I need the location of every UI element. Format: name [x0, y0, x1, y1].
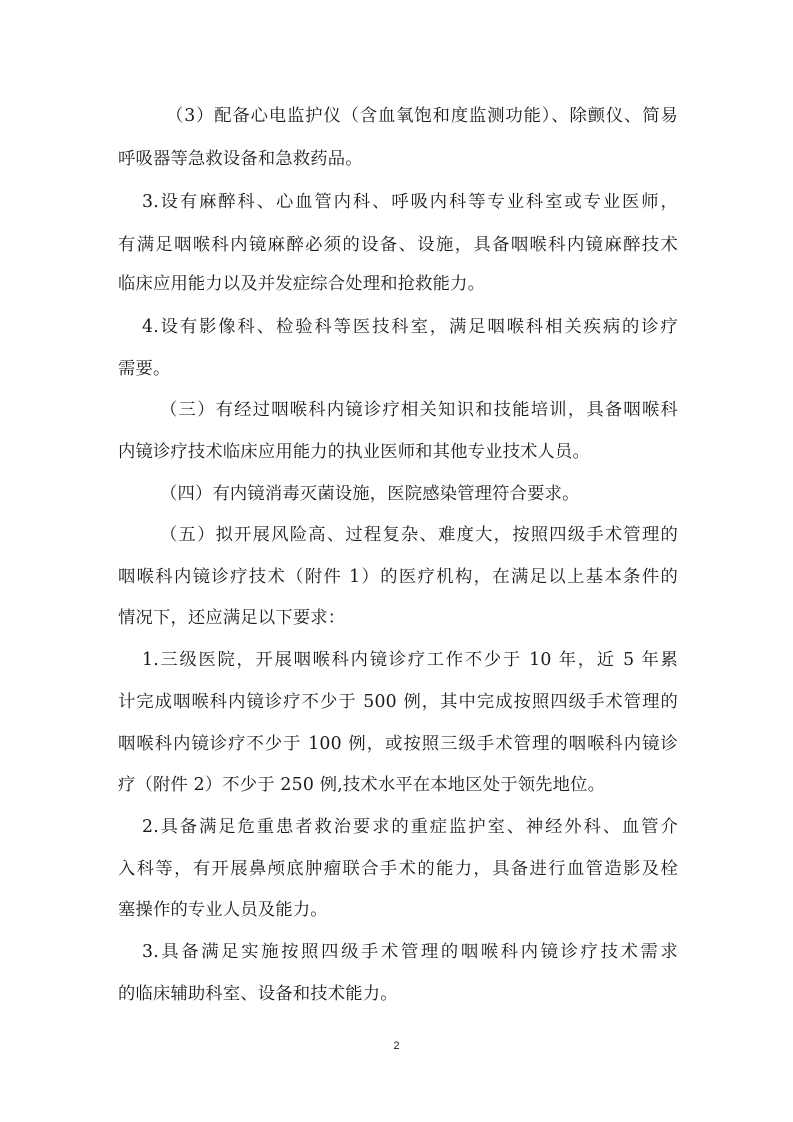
page-number: 2 — [393, 1040, 400, 1052]
text-line: 咽喉科内镜诊疗技术（附件 1）的医疗机构，在满足以上基本条件的 — [118, 567, 678, 587]
text-line: 3.设有麻醉科、心血管内科、呼吸内科等专业科室或专业医师， — [142, 192, 678, 212]
text-line: 3.具备满足实施按照四级手术管理的咽喉科内镜诊疗技术需求 — [142, 942, 678, 962]
text-line: 4.设有影像科、检验科等医技科室，满足咽喉科相关疾病的诊疗 — [142, 317, 678, 337]
text-line: 咽喉科内镜诊疗不少于 100 例，或按照三级手术管理的咽喉科内镜诊 — [118, 734, 678, 754]
text-line: （四）有内镜消毒灭菌设施，医院感染管理符合要求。 — [160, 484, 580, 504]
text-line: 有满足咽喉科内镜麻醉必须的设备、设施，具备咽喉科内镜麻醉技术 — [118, 235, 678, 255]
text-line: 的临床辅助科室、设备和技术能力。 — [118, 984, 398, 1004]
text-line: 呼吸器等急救设备和急救药品。 — [118, 149, 363, 169]
text-line: （五）拟开展风险高、过程复杂、难度大，按照四级手术管理的 — [160, 525, 678, 545]
text-line: （三）有经过咽喉科内镜诊疗相关知识和技能培训，具备咽喉科 — [160, 400, 678, 420]
text-line: 计完成咽喉科内镜诊疗不少于 500 例，其中完成按照四级手术管理的 — [118, 692, 678, 712]
text-line: 疗（附件 2）不少于 250 例,技术水平在本地区处于领先地位。 — [118, 775, 606, 795]
text-line: 需要。 — [118, 359, 171, 379]
text-line: 1.三级医院，开展咽喉科内镜诊疗工作不少于 10 年，近 5 年累 — [142, 650, 678, 670]
text-line: 入科等，有开展鼻颅底肿瘤联合手术的能力，具备进行血管造影及栓 — [118, 859, 678, 879]
text-line: 内镜诊疗技术临床应用能力的执业医师和其他专业技术人员。 — [118, 442, 590, 462]
text-line: （3）配备心电监护仪（含血氧饱和度监测功能）、除颤仪、简易 — [166, 106, 678, 126]
text-line: 2.具备满足危重患者救治要求的重症监护室、神经外科、血管介 — [142, 817, 678, 837]
text-line: 塞操作的专业人员及能力。 — [118, 900, 328, 920]
text-line: 情况下，还应满足以下要求： — [118, 608, 346, 628]
text-line: 临床应用能力以及并发症综合处理和抢救能力。 — [118, 274, 486, 294]
